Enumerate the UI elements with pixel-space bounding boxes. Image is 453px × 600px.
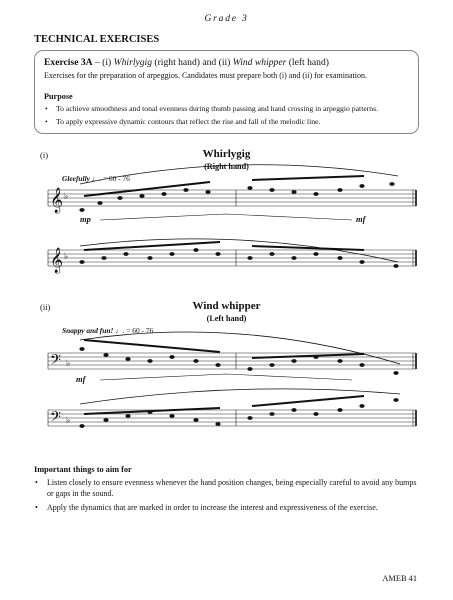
piece2-dynamic-start: mf xyxy=(76,374,86,384)
page-number: 41 xyxy=(408,574,417,583)
piece2-subtitle: (Left hand) xyxy=(206,314,247,323)
flat-icon: ♭ xyxy=(66,359,71,369)
piece1-number: (i) xyxy=(40,150,49,160)
piece1-subtitle: (Right hand) xyxy=(204,162,249,171)
bullet-icon: • xyxy=(35,503,38,512)
treble-staff-1 xyxy=(48,190,416,206)
exercise-description: Exercises for the preparation of arpeggios. Candidates must prepare both (i) and (ii) for examination. xyxy=(44,71,367,80)
important-bullet: • Apply the dynamics that are marked in order to increase the interest and expressiveness of the exercise. xyxy=(35,503,378,512)
flat-icon: ♭ xyxy=(64,192,69,202)
treble-clef-icon: 𝄞 xyxy=(50,248,64,273)
piece1-dynamic-start: mp xyxy=(80,214,91,224)
bullet-icon: • xyxy=(35,478,38,487)
bullet-icon: • xyxy=(45,104,48,113)
publisher-name: AMEB xyxy=(382,574,407,583)
exercise-part2-name: Wind whipper xyxy=(232,57,287,68)
bass-clef-icon: 𝄢 xyxy=(50,409,61,429)
purpose-bullet: • To achieve smoothness and tonal evenness during thumb passing and hand crossing in arpeggio patterns. xyxy=(45,104,379,113)
piece2-title: Wind whipper xyxy=(192,300,261,312)
exercise-title: Exercise 3A – (i) Whirlygig (right hand) and (ii) Wind whipper (left hand) xyxy=(44,57,329,68)
purpose-heading: Purpose xyxy=(44,92,73,101)
purpose-bullet: • To apply expressive dynamic contours that reflect the rise and fall of the melodic line. xyxy=(45,117,321,126)
exercise-label: Exercise 3A xyxy=(44,57,93,68)
important-heading: Important things to aim for xyxy=(34,465,132,474)
section-title: TECHNICAL EXERCISES xyxy=(34,34,160,45)
flat-icon: ♭ xyxy=(66,416,71,426)
piece2-tempo: Snappy and fun! ♩. = 60 - 76 xyxy=(62,326,154,335)
treble-clef-icon: 𝄞 xyxy=(50,188,64,213)
important-bullet: • Listen closely to ensure evenness whenever the hand position changes, being especially careful to avoid any bumps or gaps in the sound. xyxy=(35,478,417,498)
piece2-number: (ii) xyxy=(40,302,51,312)
piece1-title: Whirlygig xyxy=(202,148,251,160)
piece1-tempo: Gleefully ♩. = 60 - 76 xyxy=(62,174,130,183)
piece1-dynamic-end: mf xyxy=(356,214,366,224)
page-header-grade: Grade 3 xyxy=(204,14,249,24)
page-footer xyxy=(382,574,417,583)
flat-icon: ♭ xyxy=(64,252,69,262)
exercise-part1-name: Whirlygig xyxy=(113,57,153,68)
bullet-icon: • xyxy=(45,117,48,126)
bass-clef-icon: 𝄢 xyxy=(50,352,61,372)
